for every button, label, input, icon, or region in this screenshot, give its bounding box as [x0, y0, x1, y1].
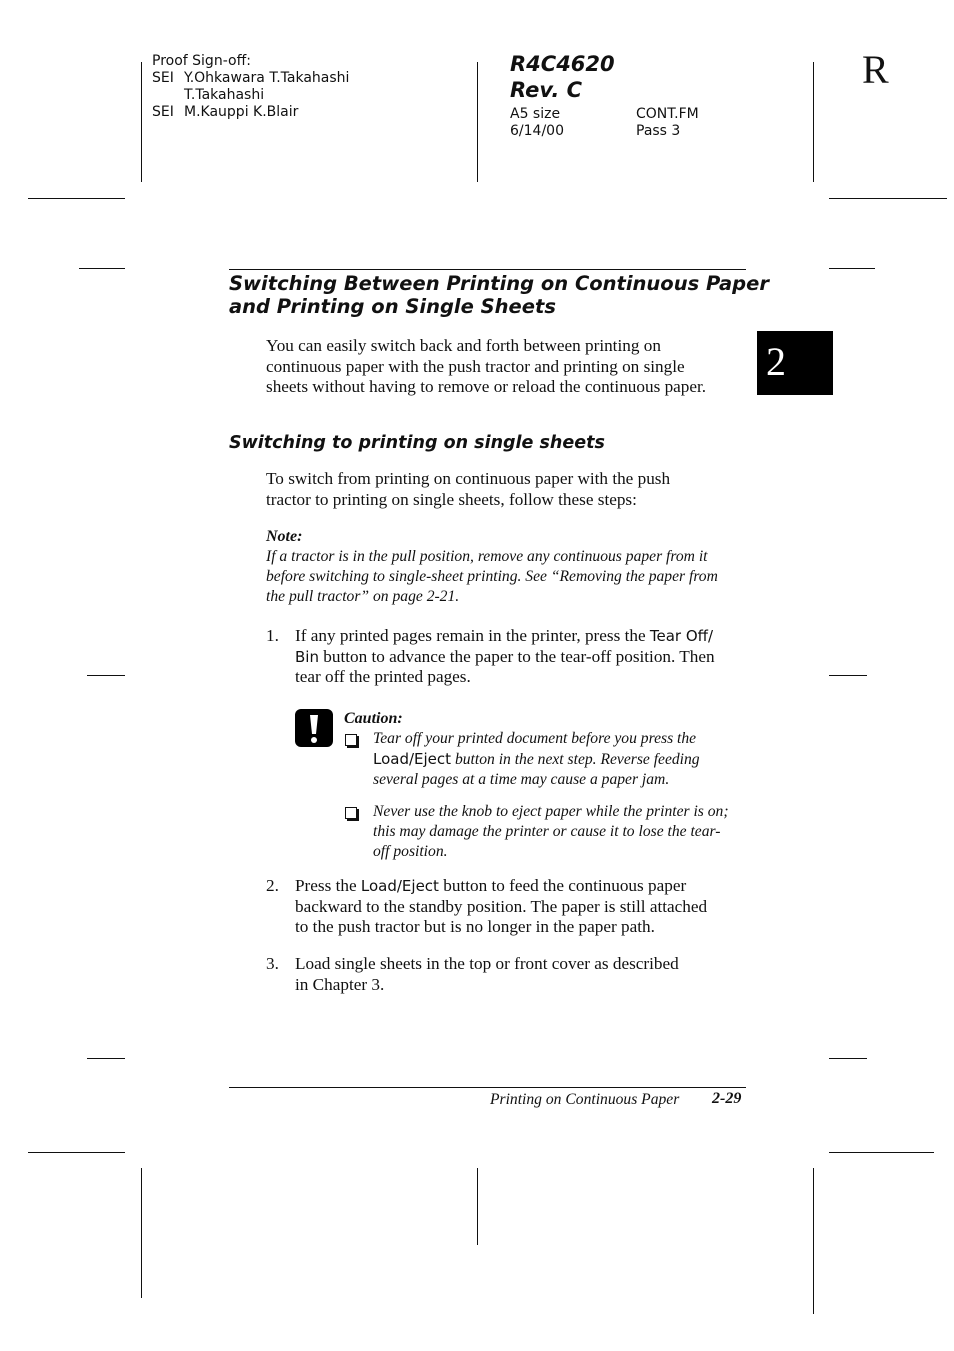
step-item [266, 876, 756, 938]
proof-label: Proof Sign-off: [152, 53, 251, 69]
note-label: Note: [266, 528, 303, 545]
caution-line: several pages at a time may cause a paper jam. [373, 771, 670, 788]
caution-block [344, 709, 754, 862]
note-block [266, 527, 756, 607]
file-name: CONT.FM [636, 106, 699, 122]
crop-mark [829, 1058, 867, 1059]
step-text: Load single sheets in the top or front cover as described [295, 954, 679, 973]
checkbox-bullet [345, 807, 357, 819]
exclamation-icon [295, 709, 333, 747]
crop-mark [477, 1168, 478, 1245]
paragraph-line: To switch from printing on continuous paper with the push [266, 469, 671, 488]
caution-icon [295, 709, 333, 747]
section-title [229, 272, 769, 318]
section-rule [229, 269, 746, 270]
crop-mark [28, 198, 125, 199]
button-name: Bin [295, 647, 319, 666]
revision-date: 6/14/00 [510, 123, 564, 139]
chapter-tab-number: 2 [766, 339, 786, 384]
step-text: to the push tractor but is no longer in the paper path. [295, 917, 655, 937]
button-name: Load/Eject [360, 877, 439, 895]
note-line: If a tractor is in the pull position, remove any continuous paper from it [266, 548, 708, 565]
button-name: Tear Off/ [649, 627, 714, 645]
step-text: in Chapter 3. [295, 974, 385, 994]
step-text: If any printed pages remain in the printer, press the [295, 626, 650, 645]
corner-letter: R [862, 47, 889, 92]
page-size: A5 size [510, 106, 561, 122]
crop-mark [829, 675, 867, 676]
signoff-org: SEI [152, 104, 174, 120]
step-text: backward to the standby position. The paper is still attached [295, 896, 708, 916]
pass-number: Pass 3 [636, 123, 681, 139]
caution-line: Never use the knob to eject paper while the printer is on; [373, 803, 729, 820]
crop-mark [141, 62, 142, 182]
crop-mark [477, 62, 478, 182]
crop-mark [87, 675, 125, 676]
footer-chapter-title: Printing on Continuous Paper [490, 1091, 680, 1108]
paragraph-line: sheets without having to remove or reload the continuous paper. [266, 377, 707, 397]
paragraph-line: continuous paper with the push tractor and printing on single [266, 356, 685, 376]
page-number: 2-29 [712, 1090, 742, 1107]
crop-mark [79, 268, 125, 269]
caution-line: button in the next step. Reverse feeding [451, 751, 700, 768]
signoff-names: Y.Ohkawara T.Takahashi [184, 70, 350, 86]
step-text: button to advance the paper to the tear-off position. Then [318, 646, 715, 666]
crop-mark [829, 198, 947, 199]
step-item [266, 626, 756, 688]
revision-label: Rev. C [510, 78, 583, 102]
section-title-line: Switching Between Printing on Continuous Paper [229, 272, 769, 295]
section-title-line: and Printing on Single Sheets [229, 295, 556, 318]
section-intro [266, 336, 756, 398]
signoff-names: M.Kauppi K.Blair [184, 104, 299, 120]
step-number: 1. [266, 626, 279, 645]
chapter-tab [757, 331, 833, 395]
signoff-names: T.Takahashi [184, 87, 265, 103]
paragraph-line: tractor to printing on single sheets, follow these steps: [266, 489, 637, 509]
checkbox-bullet [345, 734, 357, 746]
caution-line: this may damage the printer or cause it to lose the tear- [373, 823, 721, 840]
step-item [266, 954, 756, 995]
crop-mark [141, 1168, 142, 1298]
step-number: 3. [266, 954, 279, 973]
step-number: 2. [266, 876, 279, 895]
proof-signoff [152, 53, 472, 121]
footer-rule [229, 1087, 746, 1088]
crop-mark [813, 62, 814, 182]
crop-mark [813, 1168, 814, 1314]
crop-mark [829, 268, 875, 269]
model-code: R4C4620 [510, 52, 615, 76]
signoff-org: SEI [152, 70, 174, 86]
caution-label: Caution: [344, 710, 403, 727]
paragraph-line: You can easily switch back and forth between printing on [266, 336, 661, 355]
button-name: Load/Eject [373, 750, 452, 768]
crop-mark [829, 1152, 934, 1153]
step-text: button to feed the continuous paper [438, 876, 687, 895]
step-text: Press the [295, 876, 361, 895]
caution-line: Tear off your printed document before you press the [373, 730, 697, 747]
subsection-title: Switching to printing on single sheets [229, 433, 605, 453]
crop-mark [87, 1058, 125, 1059]
subsection-intro [266, 469, 756, 510]
note-line: before switching to single-sheet printing. See “Removing the paper from [266, 568, 718, 585]
crop-mark [28, 1152, 125, 1153]
note-line: the pull tractor” on page 2-21. [266, 588, 460, 605]
step-text: tear off the printed pages. [295, 667, 471, 687]
caution-line: off position. [373, 843, 448, 860]
